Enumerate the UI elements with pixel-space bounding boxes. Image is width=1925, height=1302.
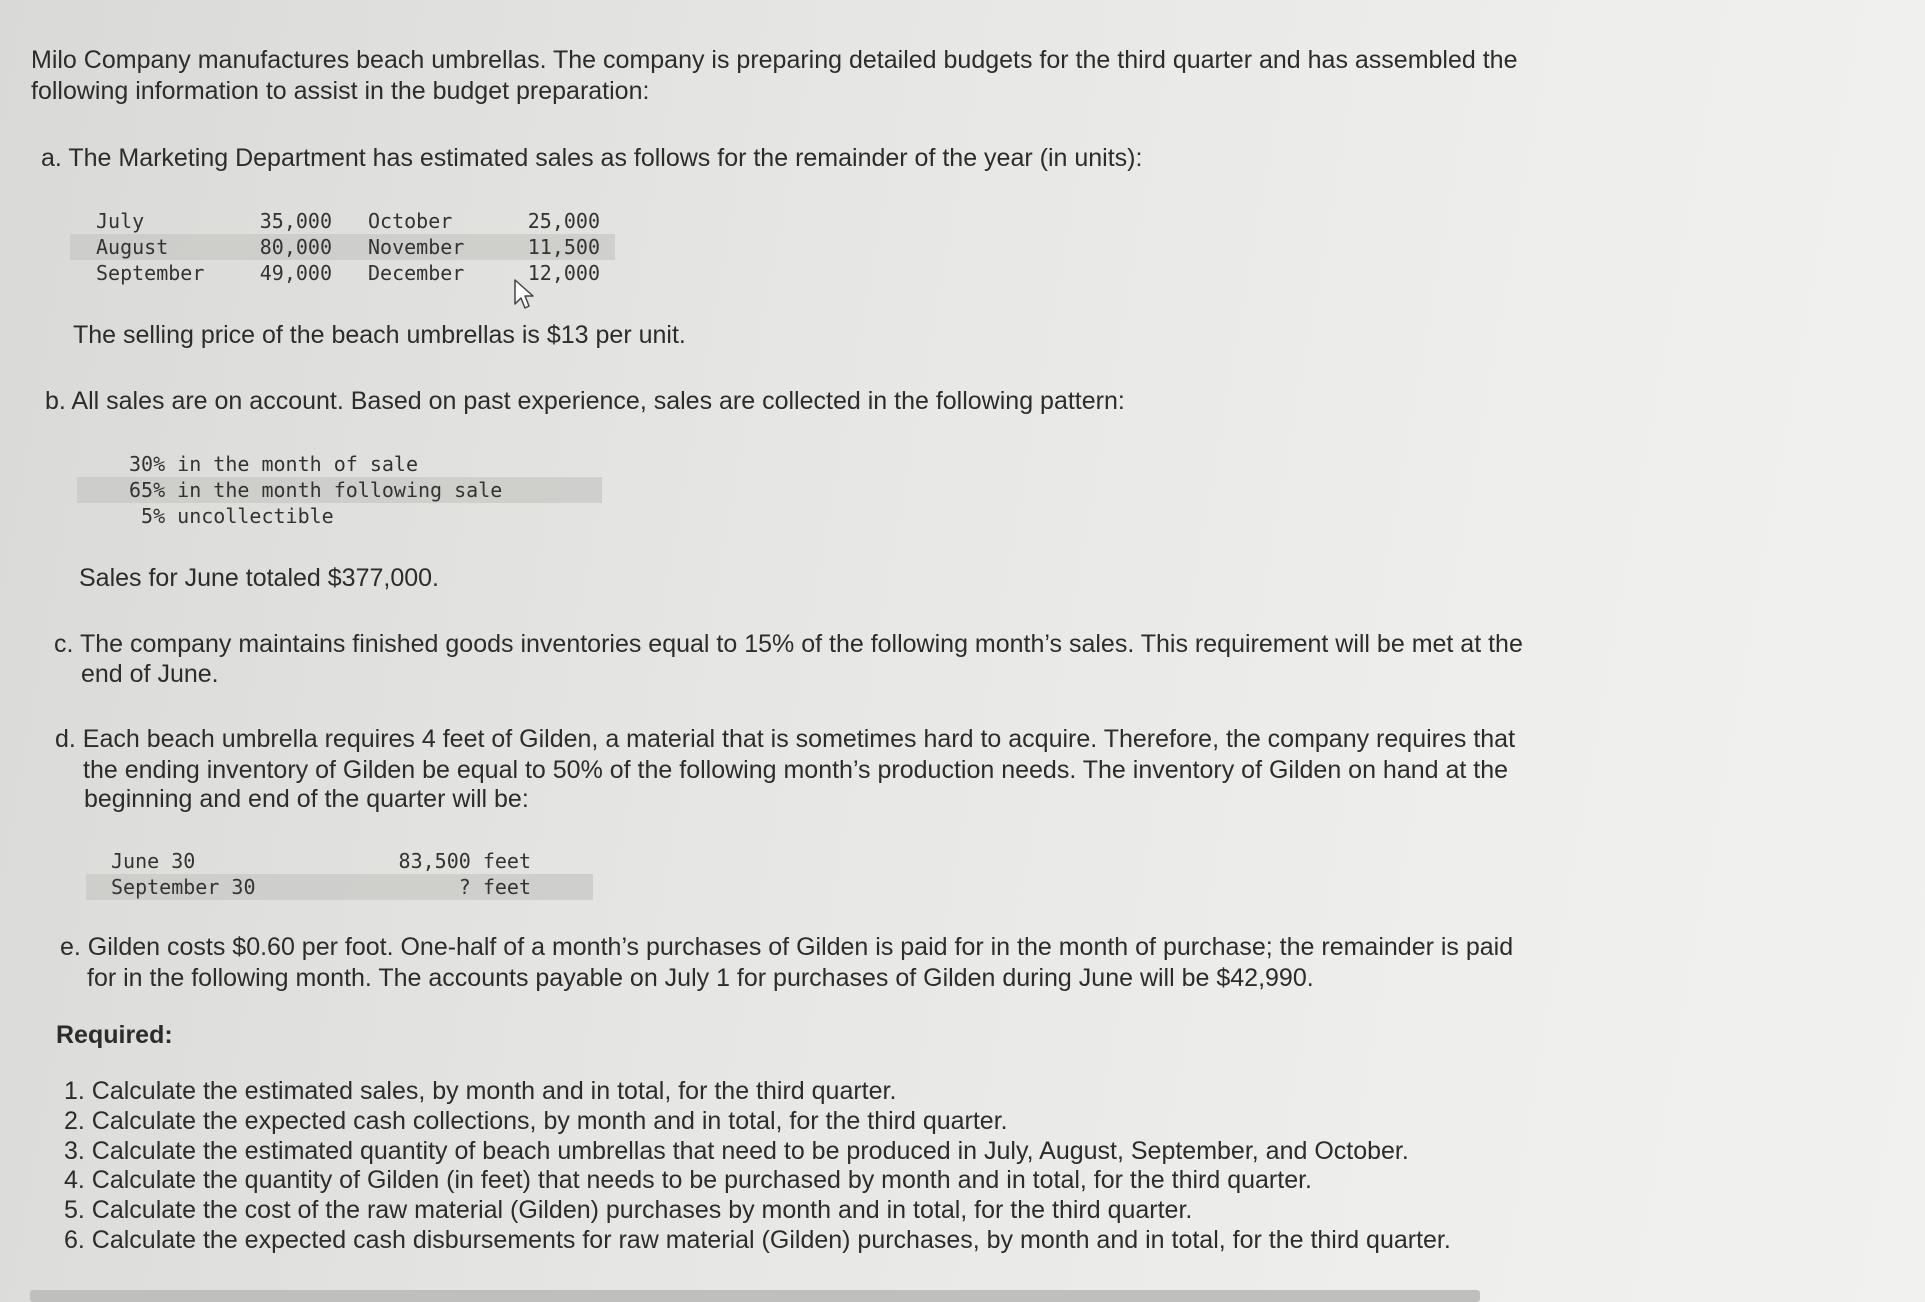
inventory-qty: ? feet <box>458 875 531 899</box>
month-label: July <box>96 209 145 233</box>
mouse-pointer-icon <box>513 278 535 310</box>
required-item: 4. Calculate the quantity of Gilden (in feet) that needs to be purchased by month and in total, for the third quarter. <box>64 1166 1312 1194</box>
sales-forecast-table <box>70 208 615 286</box>
item-e-line-2: for in the following month. The accounts payable on July 1 for purchases of Gilden during June will be $42,990. <box>87 964 1314 992</box>
required-item: 5. Calculate the cost of the raw material (Gilden) purchases by month and in total, for the third quarter. <box>64 1196 1193 1224</box>
pattern-text: 5% uncollectible <box>129 504 334 528</box>
inventory-date: September 30 <box>111 875 256 899</box>
required-item: 3. Calculate the estimated quantity of beach umbrellas that need to be produced in July, August, September, and October. <box>64 1137 1409 1165</box>
month-units: 11,500 <box>527 235 600 259</box>
required-item: 2. Calculate the expected cash collections, by month and in total, for the third quarter. <box>64 1107 1008 1135</box>
month-units: 35,000 <box>259 209 332 233</box>
item-d-line-2: the ending inventory of Gilden be equal to 50% of the following month’s production needs. The inventory of Gilden on hand at the <box>83 756 1509 784</box>
item-b-heading: b. All sales are on account. Based on past experience, sales are collected in the following pattern: <box>45 387 1125 415</box>
inventory-qty: 83,500 feet <box>398 849 531 873</box>
item-c-line-2: end of June. <box>81 660 219 688</box>
pattern-row <box>77 503 602 529</box>
month-label: November <box>368 235 465 259</box>
horizontal-scrollbar[interactable] <box>30 1290 1480 1302</box>
sales-row <box>70 234 615 260</box>
month-units: 80,000 <box>259 235 332 259</box>
item-c-line-1: c. The company maintains finished goods inventories equal to 15% of the following month’s sales. This requirement will be met at the <box>54 630 1523 658</box>
pattern-row <box>77 477 602 503</box>
month-label: August <box>96 235 169 259</box>
selling-price-note: The selling price of the beach umbrellas is $13 per unit. <box>73 321 686 349</box>
required-title: Required: <box>56 1021 173 1049</box>
pattern-text: 30% in the month of sale <box>129 452 418 476</box>
collection-pattern-table <box>77 451 602 529</box>
month-label: September <box>96 261 205 285</box>
intro-line-1: Milo Company manufactures beach umbrellas. The company is preparing detailed budgets for the third quarter and has assembled the <box>31 46 1518 74</box>
pattern-text: 65% in the month following sale <box>129 478 503 502</box>
inventory-row <box>86 848 593 874</box>
pattern-row <box>77 451 602 477</box>
month-units: 25,000 <box>527 209 600 233</box>
item-d-line-1: d. Each beach umbrella requires 4 feet of Gilden, a material that is sometimes hard to acquire. Therefore, the company requires that <box>55 725 1516 753</box>
gilden-inventory-table <box>86 848 593 900</box>
item-d-line-3: beginning and end of the quarter will be: <box>84 785 529 813</box>
item-a-heading: a. The Marketing Department has estimated sales as follows for the remainder of the year (in units): <box>41 144 1143 172</box>
sales-row <box>70 208 615 234</box>
required-item: 1. Calculate the estimated sales, by month and in total, for the third quarter. <box>64 1077 897 1105</box>
month-label: December <box>368 261 465 285</box>
inventory-row <box>86 874 593 900</box>
june-sales-note: Sales for June totaled $377,000. <box>79 564 439 592</box>
month-units: 12,000 <box>527 261 600 285</box>
item-e-line-1: e. Gilden costs $0.60 per foot. One-half of a month’s purchases of Gilden is paid for in the month of purchase; the remainder is paid <box>60 933 1514 961</box>
intro-line-2: following information to assist in the budget preparation: <box>31 77 650 105</box>
required-item: 6. Calculate the expected cash disbursements for raw material (Gilden) purchases, by month and in total, for the third quarter. <box>64 1226 1451 1254</box>
month-label: October <box>368 209 453 233</box>
inventory-date: June 30 <box>111 849 196 873</box>
month-units: 49,000 <box>259 261 332 285</box>
